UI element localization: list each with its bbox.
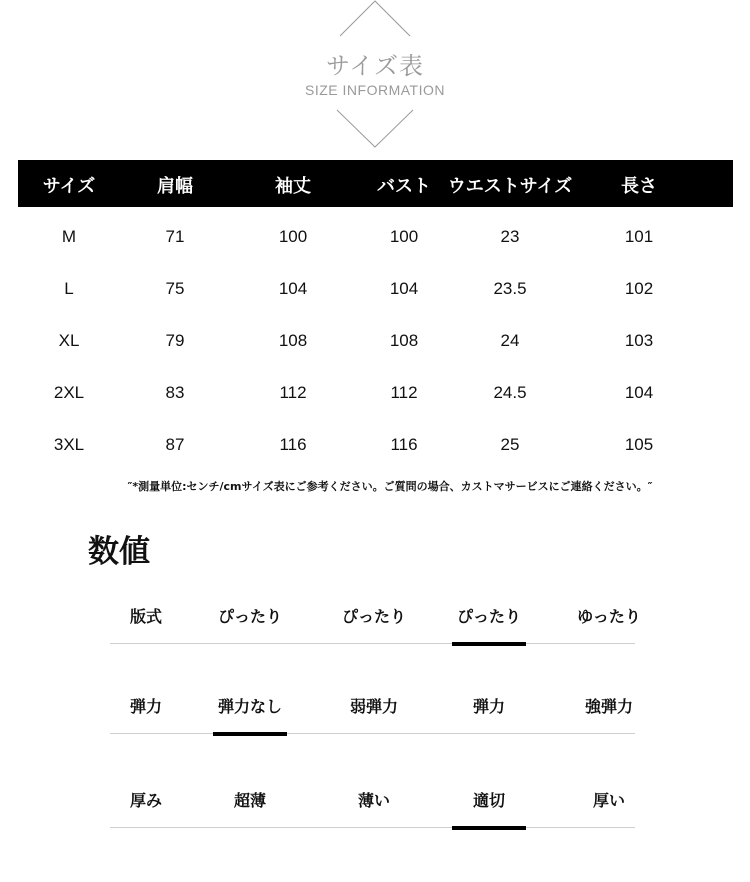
table-cell: 101	[624, 227, 654, 246]
table-row	[18, 415, 733, 467]
scale-option: 強弾力	[584, 697, 634, 716]
table-cell: 105	[624, 435, 654, 454]
page-subtitle: SIZE INFORMATION	[305, 82, 445, 98]
selected-indicator	[452, 826, 526, 830]
scale-option: ぴったり	[341, 607, 407, 626]
table-header-row	[18, 160, 733, 207]
table-cell: 100	[278, 227, 308, 246]
table-cell: 104	[389, 279, 419, 298]
table-cell: 108	[278, 331, 308, 350]
table-cell: 2XL	[53, 383, 85, 402]
values-section-title: 数値	[88, 534, 150, 570]
table-cell: 104	[278, 279, 308, 298]
table-row	[18, 311, 733, 363]
table-cell: 102	[624, 279, 654, 298]
scale-label: 弾力	[129, 697, 163, 716]
scale-label: 版式	[129, 607, 163, 626]
scale-label: 厚み	[129, 791, 163, 810]
column-header-length: 長さ	[621, 176, 657, 197]
column-header-size: サイズ	[42, 176, 96, 197]
scale-option: 適切	[472, 791, 506, 810]
column-header-sleeve: 袖丈	[275, 176, 311, 197]
table-cell: 104	[624, 383, 654, 402]
scale-option: ぴったり	[217, 607, 283, 626]
table-cell: 23.5	[493, 279, 527, 298]
table-cell: 23	[500, 227, 520, 246]
table-row	[18, 207, 733, 259]
table-cell: 112	[279, 383, 307, 402]
measurement-note: ″*測量単位:センチ/cmサイズ表にご参考ください。ご質問の場合、カストマサービスにご連絡ください。″	[127, 480, 653, 493]
table-cell: 3XL	[53, 435, 85, 454]
scale-option: ぴったり	[456, 607, 522, 626]
scale-baseline	[110, 643, 635, 644]
table-cell: 103	[624, 331, 654, 350]
selected-indicator	[213, 732, 287, 736]
scale-option: ゆったり	[577, 607, 641, 626]
table-cell: 112	[390, 383, 418, 402]
table-cell: 108	[389, 331, 419, 350]
table-cell: 75	[165, 279, 185, 298]
table-cell: 24	[500, 331, 520, 350]
column-header-waist: ウエストサイズ	[447, 176, 573, 197]
table-cell: L	[64, 279, 74, 298]
scale-option: 弱弾力	[349, 697, 399, 716]
table-cell: XL	[58, 331, 80, 350]
scale-baseline	[110, 827, 635, 828]
elasticity-scale	[110, 694, 635, 734]
fit-scale	[110, 604, 641, 644]
scale-option: 薄い	[357, 791, 391, 810]
page-title: サイズ表	[325, 52, 425, 80]
table-cell: 87	[165, 435, 185, 454]
table-cell: 116	[279, 435, 307, 454]
table-row	[18, 363, 733, 415]
table-cell: 71	[165, 227, 185, 246]
scale-baseline	[110, 733, 635, 734]
thickness-scale	[110, 788, 635, 828]
table-cell: 24.5	[493, 383, 527, 402]
table-row	[18, 259, 733, 311]
scale-option: 超薄	[233, 791, 267, 810]
size-table	[18, 160, 733, 467]
table-cell: M	[61, 227, 77, 246]
scale-option: 厚い	[592, 791, 626, 810]
scale-option: 弾力なし	[217, 697, 283, 716]
table-cell: 116	[390, 435, 418, 454]
table-cell: 79	[165, 331, 185, 350]
column-header-bust: バスト	[377, 176, 431, 197]
table-cell: 100	[389, 227, 419, 246]
column-header-shoulder: 肩幅	[157, 176, 193, 197]
size-info-header	[0, 0, 750, 150]
selected-indicator	[452, 642, 526, 646]
scale-option: 弾力	[472, 697, 506, 716]
table-cell: 83	[165, 383, 185, 402]
table-cell: 25	[500, 435, 520, 454]
